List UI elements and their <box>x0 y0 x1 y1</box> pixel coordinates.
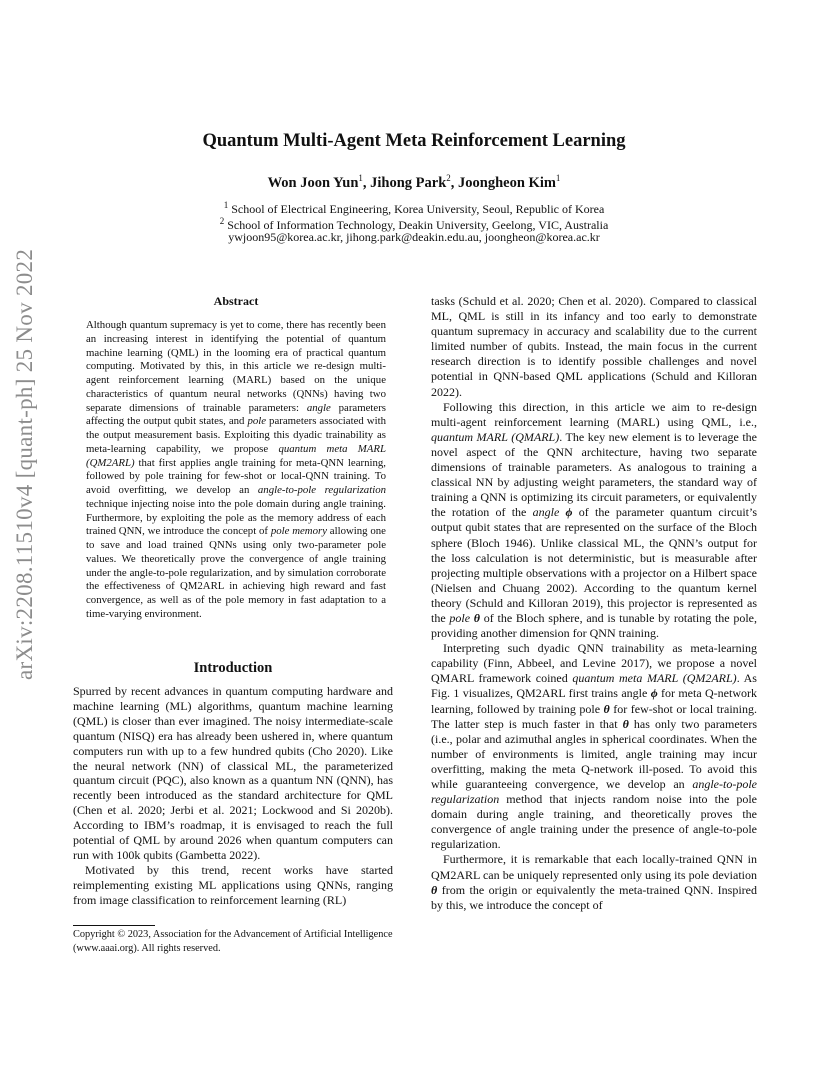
author-affiliation-mark: 1 <box>358 173 363 183</box>
paragraph: Furthermore, it is remarkable that each locally-trained QNN in QM2ARL can be uniquely represented only using its pole deviation θ from the origin or equivalently the meta-trained QNN. Inspired by this, we introduce the concept of <box>431 852 757 912</box>
affiliation-number: 1 <box>223 200 229 210</box>
paragraph: Following this direction, in this article we aim to re-design multi-agent reinforcement learning (MARL) using QML, i.e., quantum MARL (QMARL). The key new element is to leverage the novel aspect of the QNN architecture, having two separate dimensions of trainable parameters. As analogous to training a classical NN by adjusting weight parameters, the standard way of training a QNN is optimizing its circuit parameters, or equivalently the rotation of the angle ϕ of the parameter quantum circuit’s output qubit states that are represented on the surface of the Bloch sphere (Bloch 1946). Unlike classical ML, the QNN’s output for the loss calculation is not deterministic, but is measurable after projecting multiple observations with a projector on a Hilbert space (Nielsen and Chuang 2002). According to the quantum kernel theory (Schuld and Killoran 2019), this projector is represented as the pole θ of the Bloch sphere, and is tunable by rotating the pole, providing another dimension for QNN training. <box>431 399 758 641</box>
arxiv-identifier-margin: arXiv:2208.11510v4 [quant-ph] 25 Nov 2022 <box>12 248 37 680</box>
author-name: Jihong Park <box>370 174 447 191</box>
affiliation-number: 2 <box>219 216 225 226</box>
introduction-heading: Introduction <box>193 660 273 676</box>
author-affiliation-mark: 2 <box>446 173 451 183</box>
introduction-body <box>73 684 393 908</box>
author-emails: ywjoon95@korea.ac.kr, jihong.park@deakin.edu.au, joongheon@korea.ac.kr <box>228 230 600 244</box>
paragraph: Spurred by recent advances in quantum computing hardware and machine learning (ML) algorithms, quantum machine learning (QML) is closer than ever imagined. The noisy intermediate-scale quantum (NISQ) era has already been ushered in, where quantum computers run with up to a few hundred qubits (Cho 2020). Like the neural network (NN) of classical ML, the parameterized quantum circuit (PQC), also known as a quantum NN (QNN), has recently been introduced as the standard architecture for QML (Chen et al. 2020; Jerbi et al. 2021; Lockwood and Si 2020b). According to IBM’s roadmap, it is envisaged to reach the full potential of QML by around 2026 when quantum computers can run with 100k qubits (Gambetta 2022). <box>73 684 393 862</box>
abstract-heading: Abstract <box>213 294 259 308</box>
affiliation-text: School of Information Technology, Deakin University, Geelong, VIC, Australia <box>227 218 609 232</box>
paragraph: tasks (Schuld et al. 2020; Chen et al. 2020). Compared to classical ML, QML is still in its infancy and too early to demonstrate quantum supremacy in accuracy and scalability due to the current limited number of qubits. Instead, the main focus in the current research direction is to identify possible challenges and novel potential in QNN-based QML applications (Schuld and Killoran 2022). <box>431 294 757 399</box>
affiliation-text: School of Electrical Engineering, Korea University, Seoul, Republic of Korea <box>231 202 605 216</box>
author-name: Won Joon Yun <box>267 174 359 191</box>
footnote-rule <box>73 925 155 926</box>
copyright-notice: Copyright © 2023, Association for the Advancement of Artificial Intelligence (www.aaai.org). All rights reserved. <box>73 929 393 954</box>
author-list: Won Joon Yun$^1$, Jihong Park$^2$, Joongheon Kim$^1$ <box>267 173 561 191</box>
paragraph: Motivated by this trend, recent works have started reimplementing existing ML applications using QNNs, ranging from image classification to reinforcement learning (RL) <box>73 862 393 907</box>
paper-title: Quantum Multi-Agent Meta Reinforcement Learning <box>202 131 626 151</box>
author-name: Joongheon Kim <box>458 174 556 191</box>
paragraph: Interpreting such dyadic QNN trainability as meta-learning capability (Finn, Abbeel, and Levine 2017), we propose a novel QMARL framework coined quantum meta MARL (QM2ARL). As Fig. 1 visualizes, QM2ARL first trains angle ϕ for meta Q-network learning, followed by training pole θ for few-shot or local training. The latter step is much faster in that θ has only two parameters (i.e., polar and azimuthal angles in spherical coordinates. When the number of environments is limited, angle training may incur overfitting, making the meta Q-network ill-posed. To avoid this while guaranteeing convergence, we develop an angle-to-pole regularization method that injects random noise into the pole domain during angle training, and theoretically proves the convergence of angle training under the presence of angle-to-pole regularization. <box>431 641 758 852</box>
author-affiliation-mark: 1 <box>555 173 561 183</box>
abstract-body: Although quantum supremacy is yet to come, there has recently been an increasing interest in identifying the potential of quantum machine learning (QML) in the looming era of practical quantum computing. Motivated by this, in this article we re-design multi-agent reinforcement learning (MARL) based on the unique characteristics of quantum neural networks (QNNs) having two separate dimensions of trainable parameters: angle parameters affecting the output qubit states, and pole parameters associated with the output measurement basis. Exploiting this dyadic trainability as meta-learning capability, we propose quantum meta MARL (QM2ARL) that first applies angle training for meta-QNN learning, followed by pole training for few-shot or local-QNN training. To avoid overfitting, we develop an angle-to-pole regularization technique injecting noise into the pole domain during angle training. Furthermore, by exploiting the pole as the memory address of each trained QNN, we introduce the concept of pole memory allowing one to save and load trained QNNs using only two-parameter pole values. We theoretically prove the convergence of angle training under the angle-to-pole regularization, and by simulation corroborate the effectiveness of QM2ARL in achieving high reward and fast convergence, as well as of the pole memory in fast adaptation to a time-varying environment. <box>86 319 386 620</box>
right-column-body <box>431 294 757 913</box>
